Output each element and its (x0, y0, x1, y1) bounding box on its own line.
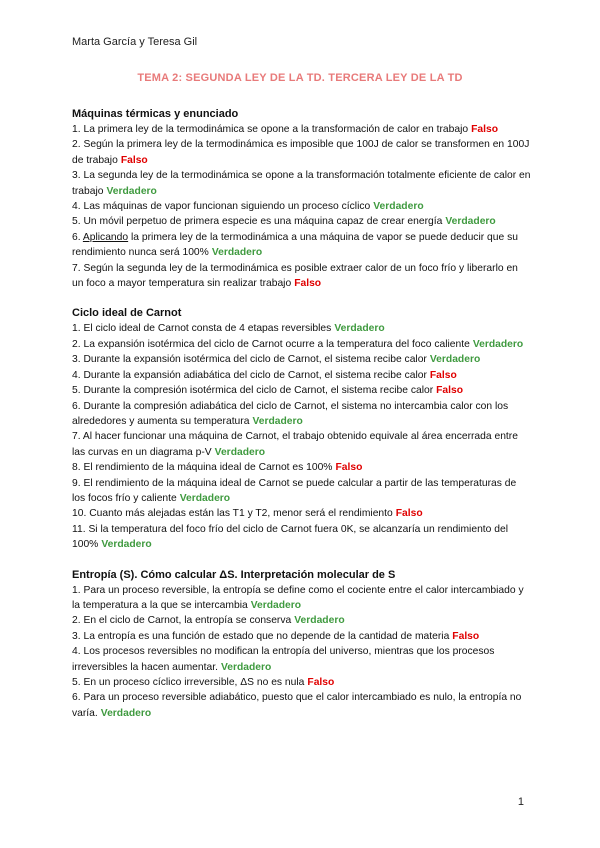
question-number: 11. (72, 523, 86, 535)
question-item (72, 214, 532, 229)
answer-falso: Falso (120, 154, 148, 166)
question-item (72, 230, 532, 261)
question-text: Durante la expansión isotérmica del ciclo de Carnot, el sistema recibe calor (83, 354, 427, 366)
question-item (72, 337, 532, 352)
answer-verdadero: Verdadero (472, 338, 524, 350)
question-item (72, 261, 532, 292)
question-item (72, 522, 532, 553)
answer-falso: Falso (294, 278, 322, 290)
question-text: Si la temperatura del foco frío del ciclo de Carnot fuera 0K, se alcanzaría un rendimiento del 100% (72, 523, 508, 551)
question-item (72, 368, 532, 383)
question-item (72, 629, 532, 644)
question-item (72, 506, 532, 521)
answer-verdadero: Verdadero (250, 599, 302, 611)
question-item (72, 321, 532, 336)
question-item (72, 168, 532, 199)
page-number: 1 (517, 796, 524, 808)
question-number: 3. (72, 354, 81, 366)
question-number: 7. (72, 431, 81, 443)
question-item (72, 644, 532, 675)
question-number: 6. (72, 692, 81, 704)
question-number: 7. (72, 262, 81, 274)
section-heading: Entropía (S). Cómo calcular ΔS. Interpretación molecular de S (72, 568, 396, 581)
question-number: 8. (72, 462, 81, 474)
question-number: 9. (72, 477, 81, 489)
underlined-word: Aplicando (82, 231, 129, 243)
section-heading: Ciclo ideal de Carnot (72, 307, 182, 320)
question-text: La entropía es una función de estado que no depende de la cantidad de materia (83, 630, 450, 642)
question-number: 5. (72, 677, 81, 688)
question-text: Los procesos reversibles no modifican la entropía del universo, mientras que los procesos irreversibles la hacen aumentar. (72, 646, 495, 673)
document-body (72, 106, 532, 735)
section-3 (72, 567, 532, 722)
question-text: Un móvil perpetuo de primera especie es una máquina capaz de crear energía (83, 216, 443, 228)
question-item (72, 675, 532, 690)
question-number: 2. (72, 615, 81, 627)
section-1 (72, 106, 532, 291)
question-text: El rendimiento de la máquina ideal de Carnot se puede calcular a partir de las temperaturas de los focos frío y caliente (72, 477, 517, 504)
question-text: Según la primera ley de la termodinámica es imposible que 100J de calor se transformen en 100J de trabajo (72, 139, 530, 166)
answer-falso: Falso (436, 385, 464, 397)
answer-verdadero: Verdadero (106, 185, 157, 197)
question-item (72, 583, 532, 614)
answer-verdadero: Verdadero (100, 707, 152, 719)
question-text: Durante la expansión adiabática del ciclo de Carnot, el sistema recibe calor (83, 369, 427, 381)
question-text: Para un proceso reversible adiabático, puesto que el calor intercambiado es nulo, la entropía no varía. (72, 692, 522, 719)
question-text: Cuanto más alejadas están las T1 y T2, menor será el rendimiento (89, 508, 393, 520)
question-item (72, 613, 532, 628)
question-text: En un proceso cíclico irreversible, ΔS no es nula (83, 677, 305, 688)
question-number: 4. (72, 201, 81, 213)
answer-verdadero: Verdadero (179, 492, 231, 504)
question-number: 5. (72, 216, 81, 228)
question-number: 1. (72, 323, 81, 335)
question-number: 6. (72, 231, 81, 243)
question-number: 3. (72, 630, 81, 642)
question-item (72, 690, 532, 721)
answer-verdadero: Verdadero (429, 354, 481, 366)
answer-verdadero: Verdadero (252, 415, 303, 427)
question-text: El rendimiento de la máquina ideal de Carnot es 100% (83, 462, 333, 474)
question-number: 10. (72, 508, 87, 520)
answer-verdadero: Verdadero (214, 446, 266, 458)
question-text: La segunda ley de la termodinámica se opone a la transformación totalmente eficiente de calor en trabajo (72, 170, 531, 197)
question-text: Al hacer funcionar una máquina de Carnot, el trabajo obtenido equivale al área encerrada entre las curvas en un diagrama p-V (72, 431, 518, 458)
question-item (72, 122, 532, 137)
question-text: Las máquinas de vapor funcionan siguiendo un proceso cíclico (83, 201, 371, 213)
question-item (72, 352, 532, 367)
question-text: La expansión isotérmica del ciclo de Carnot ocurre a la temperatura del foco caliente (83, 338, 470, 350)
question-number: 1. (72, 124, 81, 135)
answer-verdadero: Verdadero (334, 323, 385, 335)
question-number: 4. (72, 369, 81, 381)
question-text: Durante la compresión isotérmica del ciclo de Carnot, el sistema recibe calor (83, 385, 434, 397)
section-2 (72, 305, 532, 552)
answer-verdadero: Verdadero (220, 661, 272, 673)
answer-falso: Falso (395, 508, 423, 520)
question-text: la primera ley de la termodinámica a una máquina de vapor se puede deducir que su rendimiento nunca será 100% (72, 231, 518, 259)
section-heading: Máquinas térmicas y enunciado (72, 108, 239, 120)
question-number: 5. (72, 385, 81, 397)
question-item (72, 383, 532, 398)
question-item (72, 429, 532, 460)
question-item (72, 460, 532, 475)
question-item (72, 199, 532, 214)
question-text: Según la segunda ley de la termodinámica es posible extraer calor de un foco frío y liberarlo en un foco a mayor temperatura sin realizar trabajo (72, 262, 518, 290)
question-text: Para un proceso reversible, la entropía se define como el cociente entre el calor intercambiado y la temperatura a la que se intercambia (72, 584, 524, 611)
answer-verdadero: Verdadero (373, 201, 424, 213)
question-text: El ciclo ideal de Carnot consta de 4 etapas reversibles (83, 323, 332, 335)
question-text: En el ciclo de Carnot, la entropía se conserva (83, 615, 292, 627)
question-number: 6. (72, 400, 81, 412)
question-number: 2. (72, 338, 81, 350)
question-number: 2. (72, 139, 81, 151)
question-number: 4. (72, 646, 81, 658)
answer-falso: Falso (335, 462, 363, 474)
question-text: La primera ley de la termodinámica se opone a la transformación de calor en trabajo (83, 124, 469, 135)
question-number: 3. (72, 170, 81, 182)
document-title: TEMA 2: SEGUNDA LEY DE LA TD. TERCERA LEY DE LA TD (137, 72, 463, 84)
answer-falso: Falso (452, 630, 480, 642)
question-item (72, 476, 532, 507)
answer-falso: Falso (307, 677, 335, 688)
question-item (72, 399, 532, 430)
author-header: Marta García y Teresa Gil (72, 36, 198, 48)
answer-verdadero: Verdadero (101, 539, 152, 551)
answer-verdadero: Verdadero (211, 247, 263, 259)
answer-falso: Falso (471, 124, 498, 135)
question-item (72, 137, 532, 168)
answer-verdadero: Verdadero (445, 216, 496, 228)
question-number: 1. (72, 584, 81, 596)
answer-verdadero: Verdadero (294, 615, 345, 627)
question-text: Durante la compresión adiabática del ciclo de Carnot, el sistema no intercambia calor con los alrededores y aumenta su temperatura (72, 400, 509, 427)
answer-falso: Falso (429, 369, 457, 381)
